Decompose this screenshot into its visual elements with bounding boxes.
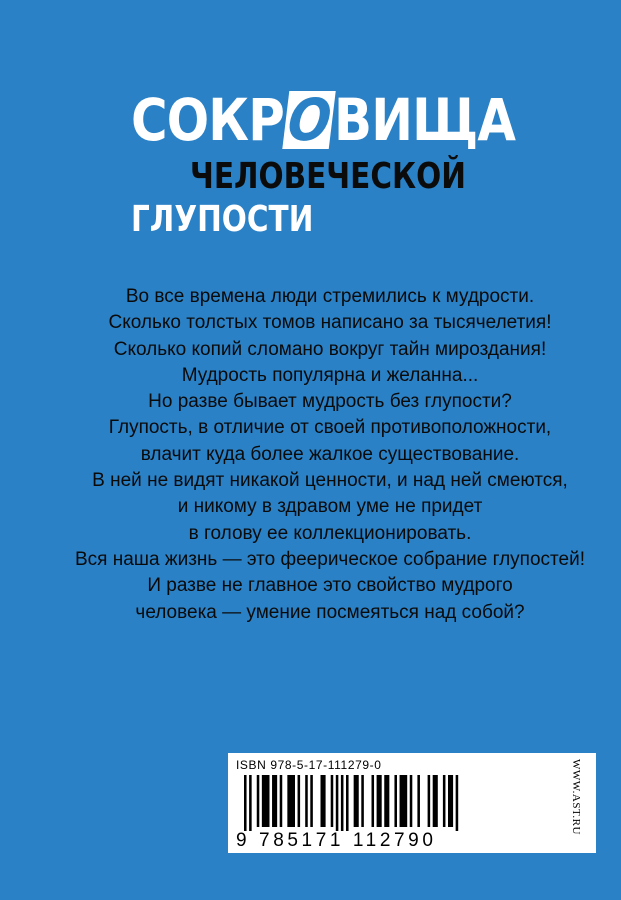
barcode-bar <box>272 775 277 827</box>
barcode-bar <box>336 775 339 831</box>
blurb-line: Глупость, в отличие от своей противоположности, <box>108 417 552 439</box>
title-line-3: ГЛУПОСТИ <box>131 199 314 240</box>
blurb-line: влачит куда более жалкое существование. <box>140 443 520 465</box>
barcode-bar <box>310 775 313 827</box>
barcode-digits: 9 785171 112790 <box>236 830 437 851</box>
barcode-bar <box>262 775 270 827</box>
barcode-panel <box>228 753 596 853</box>
title-line-1-end: ВИЩА <box>334 86 516 154</box>
blurb-line: Сколько копий сломано вокруг тайн мироздания! <box>113 338 547 360</box>
barcode-bar <box>361 775 364 827</box>
blurb-line: В ней не видят никакой ценности, и над ней смеются, <box>92 470 568 492</box>
barcode-bar <box>394 775 397 827</box>
title-line-1-start: СОКР <box>131 86 284 154</box>
title-highlight-letter: О <box>284 86 334 154</box>
barcode-bar <box>456 775 459 831</box>
barcode-bar <box>384 775 389 827</box>
title-line-2: ЧЕЛОВЕЧЕСКОЙ <box>190 156 466 197</box>
barcode-bars <box>238 775 550 831</box>
blurb-line: в голову ее коллекционировать. <box>188 522 472 544</box>
blurb-line: Сколько толстых томов написано за тысячелетия! <box>108 312 552 334</box>
barcode-bar <box>298 775 301 827</box>
barcode-bar <box>280 775 283 827</box>
back-cover-blurb <box>60 284 600 626</box>
barcode-bar <box>417 775 420 827</box>
blurb-line: человека — умение посмеяться над собой? <box>135 601 525 623</box>
barcode-bar <box>321 775 326 827</box>
blurb-line: Во все времена люди стремились к мудрости. <box>125 286 535 307</box>
blurb-line: Мудрость популярна и желанна... <box>181 364 479 386</box>
book-title <box>0 0 621 260</box>
barcode-bar <box>372 775 375 827</box>
barcode-bar <box>244 775 247 831</box>
barcode-bar <box>249 775 252 831</box>
barcode-bar <box>346 775 349 831</box>
title-line-1 <box>131 86 515 154</box>
barcode-bar <box>400 775 408 827</box>
blurb-line: и никому в здравом уме не придет <box>177 496 483 518</box>
barcode-bar <box>377 775 382 827</box>
barcode-bar <box>443 775 446 827</box>
barcode-bar <box>433 775 438 827</box>
barcode-bar <box>331 775 334 827</box>
barcode-bar <box>354 775 359 827</box>
barcode-bar <box>341 775 344 831</box>
barcode-bar <box>448 775 453 827</box>
barcode-bar <box>287 775 295 827</box>
blurb-line: Но разве бывает мудрость без глупости? <box>148 391 512 413</box>
barcode-bar <box>257 775 260 827</box>
barcode-bar <box>410 775 413 827</box>
blurb-line: И разве не главное это свойство мудрого <box>147 575 513 597</box>
barcode-bar <box>428 775 431 827</box>
barcode-bar <box>305 775 308 827</box>
blurb-line: Вся наша жизнь — это феерическое собрание глупостей! <box>75 548 585 570</box>
isbn-label: ISBN 978-5-17-111279-0 <box>236 758 382 772</box>
publisher-url: WWW.AST.RU <box>570 759 582 835</box>
